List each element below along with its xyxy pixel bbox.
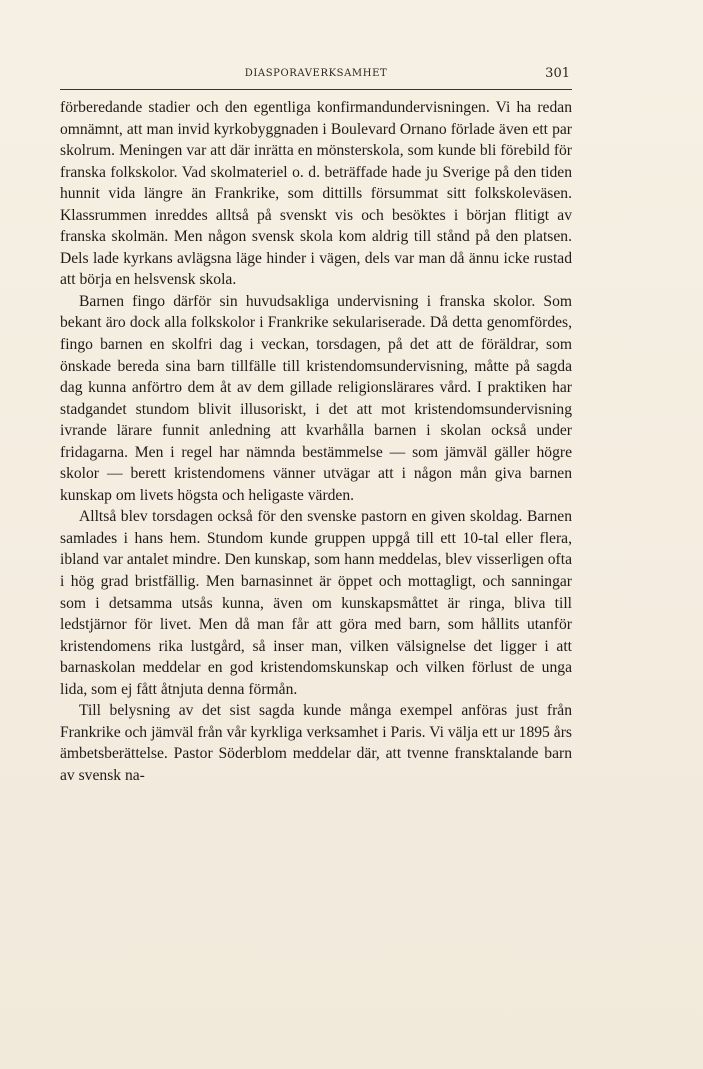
paragraph-3: Alltså blev torsdagen också för den svenske pastorn en given skoldag. Barnen samlades i hans hem. Stundom kunde gruppen uppgå till ett 10-tal eller flera, ibland var antalet mindre. Den kunskap, som hann meddelas, blev visserligen ofta i hög grad bristfällig. Men barnasinnet är öppet och mottagligt, och sanningar som i detsamma utsås kunna, även om kunskapsmåttet är ringa, bliva till ledstjärnor för livet. Men då man får att göra med barn, som hållits utanför kristendomens rika lustgård, så inser man, vilken välsignelse det ligger i att barnaskolan meddelar en god kristendomskunskap och vilken förlust de unga lida, som ej fått åtnjuta denna förmån. bbox=[60, 508, 572, 698]
paragraph-4: Till belysning av det sist sagda kunde många exempel anföras just från Frankrike och jämväl från vår kyrkliga verksamhet i Paris. Vi välja ett ur 1895 års ämbetsberättelse. Pastor Söderblom meddelar där, att tvenne fransktalande barn av svensk na- bbox=[60, 702, 572, 784]
page-header bbox=[60, 66, 572, 86]
body-text bbox=[60, 97, 572, 787]
page-number: 301 bbox=[545, 66, 570, 81]
header-rule bbox=[60, 89, 572, 90]
running-title: DIASPORAVERKSAMHET bbox=[244, 68, 388, 79]
paragraph-2: Barnen fingo därför sin huvudsakliga undervisning i franska skolor. Som bekant äro dock alla folkskolor i Frankrike sekulariserade. Då detta genomfördes, fingo barnen en skolfri dag i veckan, torsdagen, på det att de föräldrar, som önskade bereda sina barn tillfälle till kristendomsundervisning, måtte på sagda dag kunna anförtro dem åt av dem gillade religionslärares vård. I praktiken har stadgandet stundom blivit illusoriskt, i det att mot kristendomsundervisning ivrande lärare funnit anledning att kvarhålla barnen i skolan också under fridagarna. Men i regel har nämnda bestämmelse — som jämväl gäller högre skolor — berett kristendomens vänner utvägar att i någon mån giva barnen kunskap om livets högsta och heligaste värden. bbox=[60, 292, 572, 504]
paragraph-1: förberedande stadier och den egentliga konfirmandundervisningen. Vi ha redan omnämnt, att man invid kyrkobyggnaden i Boulevard Ornano förlade även ett par skolrum. Meningen var att där inrätta en mönsterskola, som kunde bli förebild för franska folkskolor. Vad skolmateriel o. d. beträffade hade ju Sverige på den tiden hunnit vida längre än Frankrike, som dittills försummat sitt folkskoleväsen. Klassrummen inreddes alltså på svenskt vis och besöktes i början flitigt av franska skolmän. Men någon svensk skola kom aldrig till stånd på den platsen. Dels lade kyrkans avlägsna läge hinder i vägen, dels var man då ännu icke rustad att börja en helsvensk skola. bbox=[60, 99, 572, 289]
